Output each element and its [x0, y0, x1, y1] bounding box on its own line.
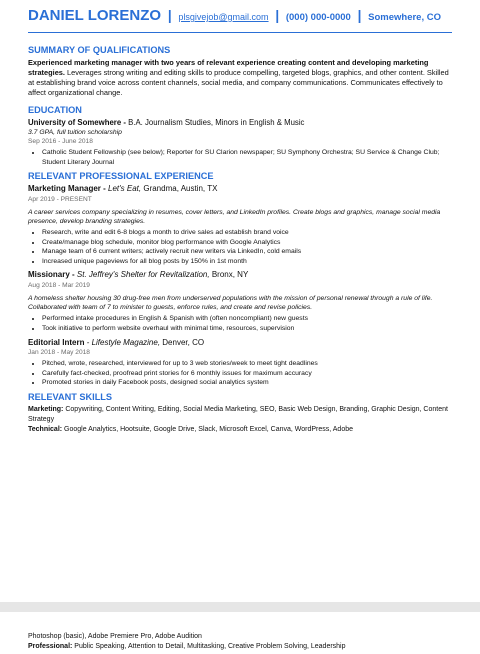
education-section — [28, 105, 452, 167]
page2-line-1: Photoshop (basic), Adobe Premiere Pro, Adobe Audition — [28, 633, 202, 640]
school-name: University of Somewhere - — [28, 118, 126, 127]
job-company: St. Jeffrey's Shelter for Revitalization, — [74, 270, 210, 280]
section-title-summary: SUMMARY OF QUALIFICATIONS — [28, 45, 171, 55]
experience-section — [28, 171, 452, 388]
job-title-line — [28, 270, 452, 281]
technical-label: Technical: — [28, 425, 63, 433]
job-role: Marketing Manager - — [28, 184, 106, 194]
resume-header — [28, 8, 452, 26]
technical-text: Google Analytics, Hootsuite, Google Drive, Slack, Microsoft Excel, Canva, WordPress, Adobe — [62, 425, 353, 433]
job-role: Editorial Intern — [28, 337, 85, 347]
job-company: Let's Eat, — [105, 184, 142, 194]
job-dates: Apr 2019 - PRESENT — [28, 195, 92, 203]
resume-page-2 — [0, 612, 480, 654]
job-role: Missionary - — [28, 270, 75, 280]
marketing-text: Copywriting, Content Writing, Editing, Social Media Marketing, SEO, Basic Web Design, Branding, Graphic Design, Content Strategy — [28, 405, 448, 423]
education-dates: Sep 2016 - June 2018 — [28, 138, 93, 145]
list-item: • Pitched, wrote, researched, interviewed for up to 3 web stories/week to meet tight deadlines — [42, 359, 452, 369]
summary-text — [28, 58, 452, 98]
list-item: • Carefully fact-checked, proofread print stories for 6 monthly issues for maximum accuracy — [42, 369, 452, 379]
job-description: A career services company specializing in resumes, cover letters, and LinkedIn profiles. Create blogs and graphics, manage social media presence, develop branding strategies. — [28, 208, 441, 225]
header-separator: | — [275, 8, 280, 23]
job-entry — [28, 270, 452, 333]
job-location: Bronx, NY — [209, 270, 249, 280]
summary-rest: Leverages strong writing and editing skills to produce compelling, targeted blogs, graphics, and other content. Skilled at establishing brand voice across content channels, social media, and company communications. Communicates effectively to affect organizational change. — [28, 68, 449, 97]
school-line — [28, 118, 452, 128]
header-divider — [28, 32, 452, 33]
header-separator: | — [357, 8, 362, 23]
list-item: • Increased unique pageviews for all blog posts by 150% in 1st month — [42, 257, 452, 267]
list-item: • Promoted stories in daily Facebook posts, designed social analytics system — [42, 378, 452, 388]
job-bullets — [28, 314, 452, 333]
phone-number: (000) 000-0000 — [285, 12, 351, 23]
job-bullets — [28, 228, 452, 266]
location: Somewhere, CO — [368, 12, 441, 23]
marketing-label: Marketing: — [28, 405, 64, 413]
job-dates: Jan 2018 - May 2018 — [28, 349, 90, 357]
header-separator: | — [167, 8, 172, 23]
list-item: • Create/manage blog schedule, monitor blog performance with Google Analytics — [42, 238, 452, 248]
job-company: - Lifestyle Magazine, — [84, 337, 161, 347]
job-description: A homeless shelter housing 30 drug-free men from underserved populations with the mission of personal renewal through a rule of life. Collaborated with team of 7 to minister to guests, enforce rules, and create and revise policies. — [28, 294, 433, 312]
education-bullets — [28, 148, 452, 167]
list-item: • Research, write and edit 6-8 blogs a month to drive sales ad establish brand voice — [42, 228, 452, 238]
list-item: • Performed intake procedures in English & Spanish with (often noncompliant) new guests — [42, 314, 452, 324]
section-title-experience: RELEVANT PROFESSIONAL EXPERIENCE — [28, 171, 214, 182]
job-entry — [28, 184, 452, 266]
job-location: Grandma, Austin, TX — [141, 184, 218, 194]
job-dates: Aug 2018 - Mar 2019 — [28, 281, 90, 289]
email-link[interactable]: plsgivejob@gmail.com — [178, 12, 269, 22]
section-title-education: EDUCATION — [28, 105, 82, 115]
degree: B.A. Journalism Studies, Minors in English & Music — [125, 118, 305, 127]
summary-bold: Experienced marketing manager with two years of relevant experience creating content and developing marketing strategies. — [28, 58, 429, 77]
job-location: Denver, CO — [160, 337, 205, 347]
marketing-skills — [28, 405, 452, 425]
professional-label: Professional: — [28, 643, 73, 650]
professional-text: Public Speaking, Attention to Detail, Multitasking, Creative Problem Solving, Leadership — [72, 643, 346, 650]
page2-line-2 — [28, 642, 452, 652]
technical-skills — [28, 425, 452, 435]
list-item: • Catholic Student Fellowship (see below); Reporter for SU Clarion newspaper; SU Symphony Orchestra; SU Service & Change Club; Student Literary Journal — [42, 148, 452, 167]
skills-section — [28, 392, 452, 435]
list-item: • Manage team of 6 current writers; actively recruit new writers via LinkedIn, cold emails — [42, 247, 452, 257]
section-title-skills: RELEVANT SKILLS — [28, 391, 113, 402]
candidate-name: DANIEL LORENZO — [28, 7, 162, 24]
job-bullets — [28, 359, 452, 388]
gpa: 3.7 GPA, full tuition scholarship — [28, 129, 122, 136]
job-title-line — [28, 184, 452, 195]
job-entry — [28, 338, 452, 388]
job-title-line — [28, 338, 452, 349]
summary-section — [28, 45, 452, 98]
list-item: • Took initiative to perform website overhaul with minimal time, resources, supervision — [42, 324, 452, 334]
